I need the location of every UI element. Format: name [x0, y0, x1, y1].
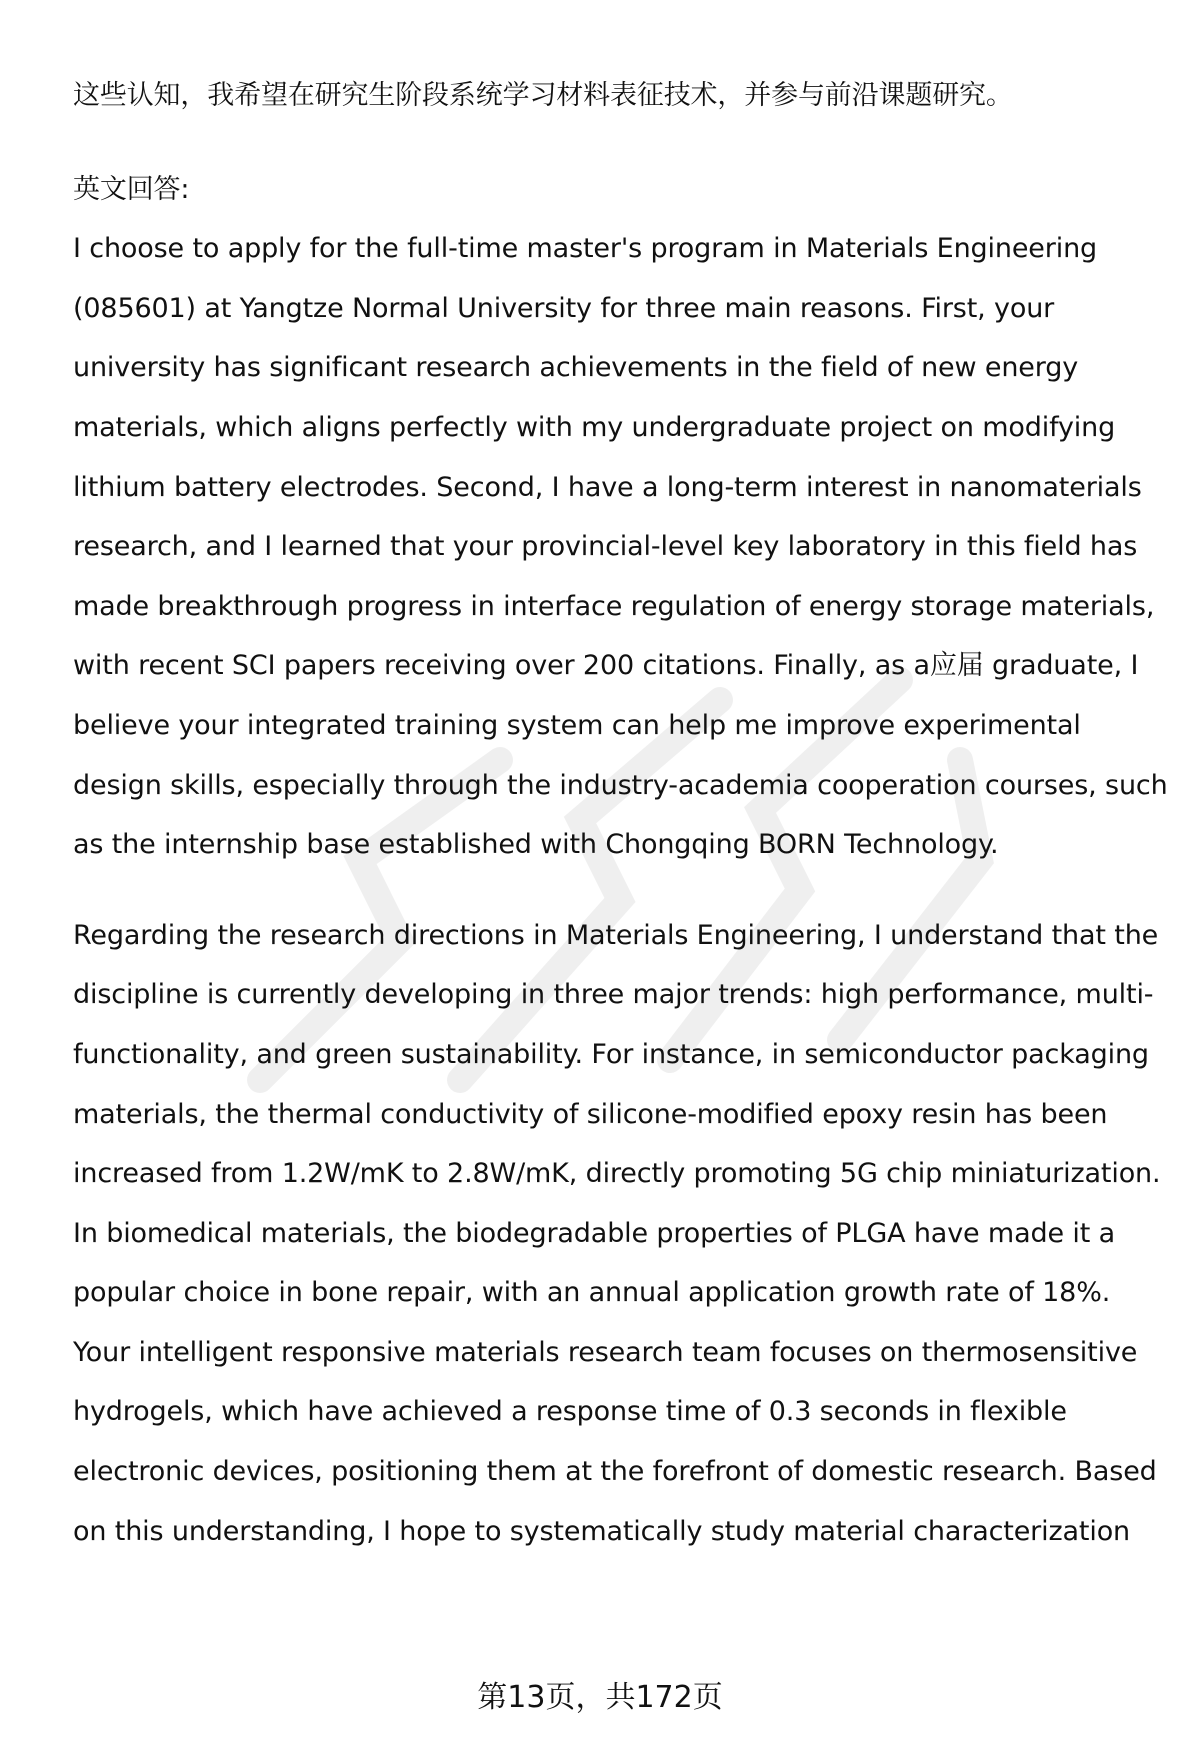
document-body — [73, 66, 1168, 1561]
answer-paragraph-2: Regarding the research directions in Materials Engineering, I understand that the discipline is currently developing in three major trends: high performance, multi-functionality, and green sustainability. For instance, in semiconductor packaging materials, the thermal conductivity of silicone-modified epoxy resin has been increased from 1.2W/mK to 2.8W/mK, directly promoting 5G chip miniaturization. In biomedical materials, the biodegradable properties of PLGA have made it a popular choice in bone repair, with an annual application growth rate of 18%. Your intelligent responsive materials research team focuses on thermosensitive hydrogels, which have achieved a response time of 0.3 seconds in flexible electronic devices, positioning them at the forefront of domestic research. Based on this understanding, I hope to systematically study material characterization — [73, 919, 1161, 1547]
chinese-continuation-line: 这些认知，我希望在研究生阶段系统学习材料表征技术，并参与前沿课题研究。 — [73, 80, 1013, 111]
page-number-footer: 第13页，共172页 — [477, 1680, 723, 1715]
answer-paragraph-1: I choose to apply for the full-time master's program in Materials Engineering (085601) at Yangtze Normal University for three main reasons. First, your university has significant research achievements in the field of new energy materials, which aligns perfectly with my undergraduate project on modifying lithium battery electrodes. Second, I have a long-term interest in nanomaterials research, and I learned that your provincial-level key laboratory in this field has made breakthrough progress in interface regulation of energy storage materials, with recent SCI papers receiving over 200 citations. Finally, as a应届 graduate, I believe your integrated training system can help me improve experimental design skills, especially through the industry-academia cooperation courses, such as the internship base established with Chongqing BORN Technology. — [73, 233, 1168, 861]
english-answer-label: 英文回答: — [73, 173, 190, 205]
